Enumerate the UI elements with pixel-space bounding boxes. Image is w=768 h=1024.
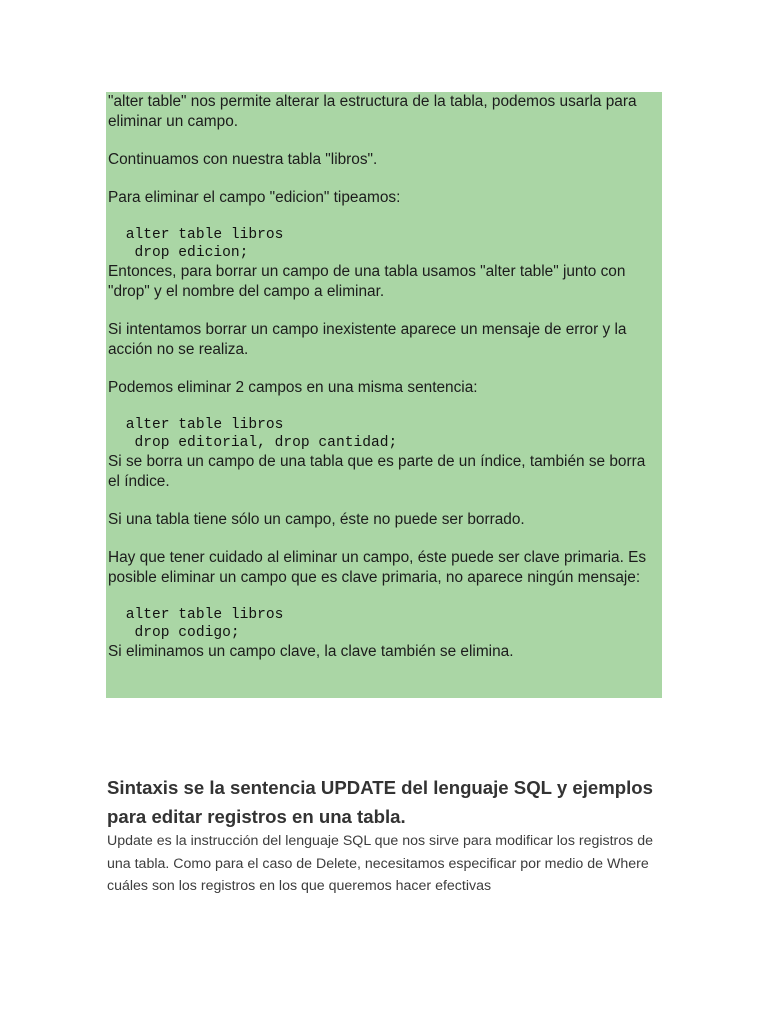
highlighted-tutorial-block	[106, 92, 662, 698]
section-heading-update: Sintaxis se la sentencia UPDATE del lenguaje SQL y ejemplos para editar registros en una tabla.	[107, 777, 653, 827]
paragraph-drop-explanation: Entonces, para borrar un campo de una tabla usamos "alter table" junto con "drop" y el nombre del campo a eliminar.	[108, 263, 626, 300]
paragraph-alter-table-intro: "alter table" nos permite alterar la estructura de la tabla, podemos usarla para eliminar un campo.	[108, 93, 637, 130]
section-body-update: Update es la instrucción del lenguaje SQL que nos sirve para modificar los registros de una tabla. Como para el caso de Delete, necesitamos especificar por medio de Where cuáles son los registros en los que queremos hacer efectivas	[107, 833, 653, 894]
paragraph-single-field-table: Si una tabla tiene sólo un campo, éste no puede ser borrado.	[108, 511, 525, 528]
code-block-drop-codigo: alter table libros drop codigo;	[125, 607, 284, 641]
paragraph-key-removed: Si eliminamos un campo clave, la clave también se elimina.	[108, 643, 514, 660]
paragraph-nonexistent-field: Si intentamos borrar un campo inexistente aparece un mensaje de error y la acción no se realiza.	[108, 321, 627, 358]
paragraph-primary-key-warning: Hay que tener cuidado al eliminar un campo, éste puede ser clave primaria. Es posible eliminar un campo que es clave primaria, no aparece ningún mensaje:	[108, 549, 647, 586]
paragraph-continue-libros: Continuamos con nuestra tabla "libros".	[108, 151, 378, 168]
paragraph-drop-two-fields: Podemos eliminar 2 campos en una misma sentencia:	[108, 379, 478, 396]
paragraph-drop-edicion-intro: Para eliminar el campo "edicion" tipeamos:	[108, 189, 401, 206]
paragraph-index-removal: Si se borra un campo de una tabla que es parte de un índice, también se borra el índice.	[108, 453, 646, 490]
code-block-drop-edicion: alter table libros drop edicion;	[125, 227, 284, 261]
code-block-drop-two-fields: alter table libros drop editorial, drop cantidad;	[125, 417, 398, 451]
